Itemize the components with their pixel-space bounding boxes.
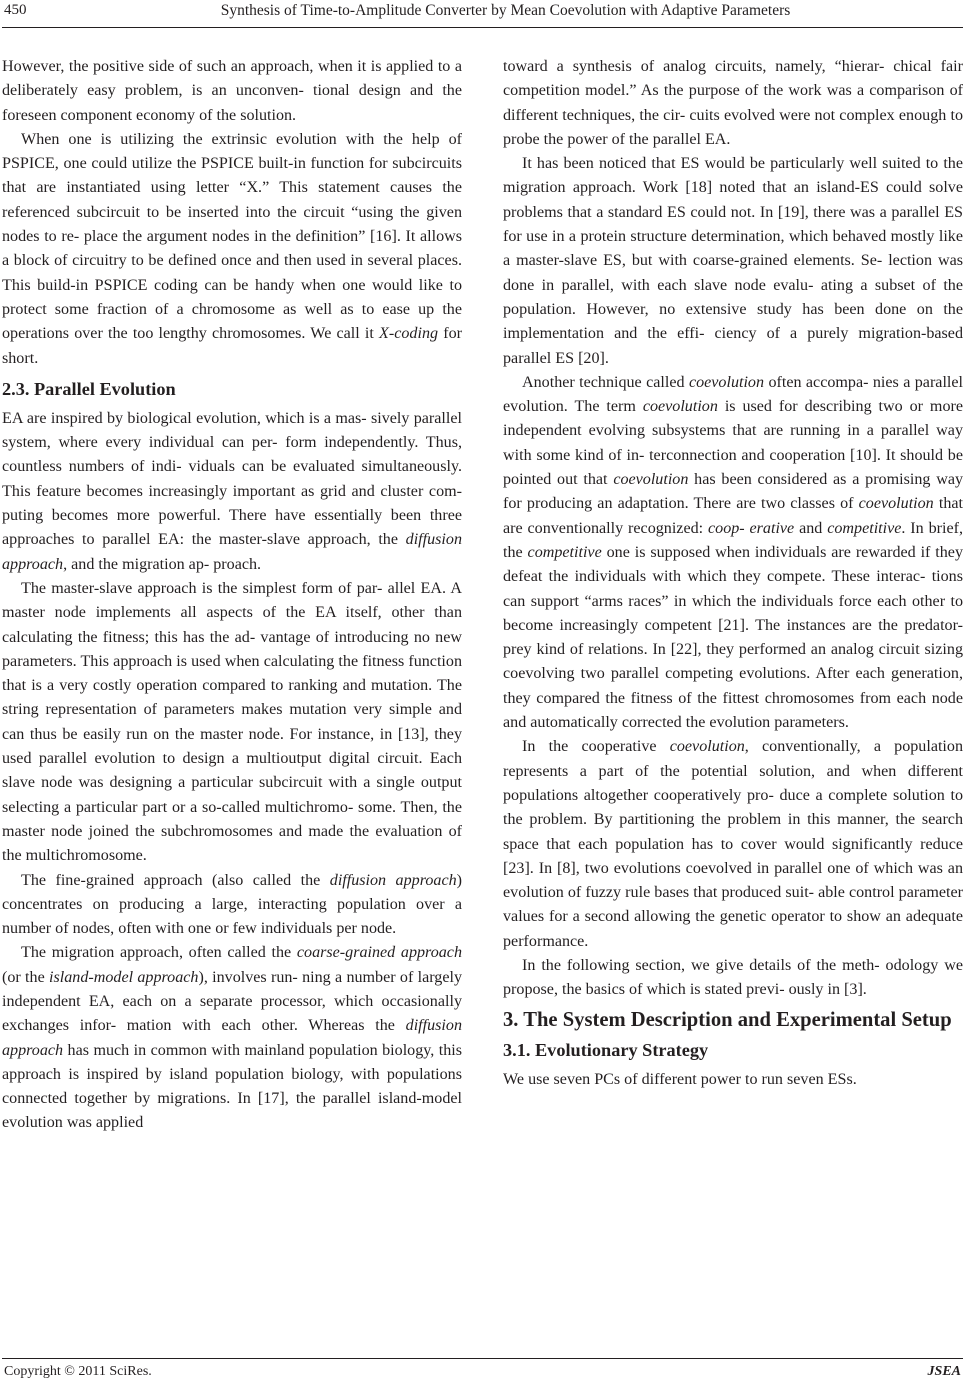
paragraph: toward a synthesis of analog circuits, namely, “hierar- chical fair competition model.” As the purpose of the work was a comparison of different techniques, the cir- cuits evolved were not complex enough to probe the power of the parallel EA. <box>503 58 963 148</box>
running-title: Synthesis of Time-to-Amplitude Converter by Mean Coevolution with Adaptive Parameters <box>220 2 791 19</box>
chapter-heading: 3. The System Description and Experimental Setup <box>503 1008 952 1031</box>
page-footer <box>0 1364 965 1384</box>
paragraph: The fine-grained approach (also called the diffusion approach) concentrates on producing a large, interacting population over a number of nodes, often with one or few individuals per node. <box>2 871 463 938</box>
paragraph: EA are inspired by biological evolution, which is a mas- sively parallel system, where every individual can per- form independently. Thus, countless numbers of indi- viduals can be evaluated simultaneously. This feature becomes increasingly important as grid and cluster com- puting becomes more powerful. There have essentially been three approaches to parallel EA: the master-slave approach, the diffusion approach, and the migration ap- proach. <box>2 409 462 573</box>
journal-name: JSEA <box>927 1364 961 1379</box>
paragraph: It has been noticed that ES would be particularly well suited to the migration approach. Work [18] noted that an island-ES could solve problems that a standard ES could not. In [19], there was a parallel ES for use in a protein structure determination, which behaved mostly like a master-slave ES, but with coarse-grained elements. Se- lection was done in parallel, with each slave node evalu- ating a subset of the population. However, no extensive study has been done on the implementation and the effi- ciency of a purely migration-based parallel ES [20]. <box>503 155 963 367</box>
copyright-notice: Copyright © 2011 SciRes. <box>4 1364 152 1379</box>
paragraph: In the following section, we give details of the meth- odology we propose, the basics of which is stated previ- ously in [3]. <box>503 956 963 999</box>
section-heading: 3.1. Evolutionary Strategy <box>503 1039 709 1060</box>
paragraph: We use seven PCs of different power to run seven ESs. <box>503 1070 857 1088</box>
running-header <box>0 0 965 26</box>
section-heading: 2.3. Parallel Evolution <box>2 378 176 399</box>
page-number: 450 <box>4 2 27 18</box>
paragraph: However, the positive side of such an approach, when it is applied to a deliberately easy problem, is an unconven- tional design and the foreseen component economy of the solution. <box>2 58 462 124</box>
paragraph: Another technique called coevolution often accompa- nies a parallel evolution. The term coevolution is used for describing two or more independent evolving subsystems that are running in a parallel way with some kind of in- terconnection and cooperation [10]. It should be pointed out that coevolution has been considered as a promising way for producing an adaptation. There are two classes of coevolution that are conventionally recognized: coop- erative and competitive. In brief, the competitive one is supposed when individuals are rewarded if they defeat the individuals with which they compete. These interac- tions can support “arms races” in which the individuals force each other to become increasingly competent [21]. The instances are the predator-prey kind of relations. In [22], they performed an analog circuit sizing coevolving two parallel competing evolutions. After each generation, they compared the fitness of the fittest chromosomes from each node and automatically corrected the evolution parameters. <box>503 373 964 732</box>
header-rule <box>2 27 963 28</box>
paragraph: The master-slave approach is the simplest form of par- allel EA. A master node implements all aspects of the EA itself, other than calculating the fitness; this has the ad- vantage of introducing no new parameters. This approach is used when calculating the fitness function that is a very costly operation compared to ranking and mutation. The string representation of parameters makes mutation very simple and can thus be easily run on the master node. For instance, in [13], they used parallel evolution to design a multioutput digital circuit. Each slave node was designing a particular subcircuit with a single output selecting a particular part or a so-called multichromo- some. Then, the master node joined the subchromosomes and made the evaluation of the multichromosome. <box>2 579 462 865</box>
paragraph: When one is utilizing the extrinsic evolution with the help of PSPICE, one could utilize the PSPICE built-in function for subcircuits that are instantiated using letter “X.” This statement causes the referenced subcircuit to be inserted into the circuit “using the given nodes to re- place the argument nodes in the definition” [16]. It allows a block of circuitry to be defined once and then used in several places. This build-in PSPICE coding can be handy when one would like to protect some fraction of a chromosome as well as to ease up the operations over the too lengthy chromosomes. We call it X-coding for short. <box>2 130 462 367</box>
paragraph: In the cooperative coevolution, conventionally, a population represents a part of the potential solution, and when different populations altogether cooperatively pro- duce a complete solution to the problem. By partitioning the problem in this manner, the search space that each population has to cover would significantly reduce [23]. In [8], two evolutions coevolved in parallel one of which was an evolution of fuzzy rule bases that produced suit- able control parameter values for a second allowing the genetic operator to show an adequate performance. <box>503 738 964 950</box>
right-column <box>503 55 963 1092</box>
paragraph: The migration approach, often called the coarse-grained approach (or the island-model approach), involves run- ning a number of largely independent EA, each on a separate processor, which occasionally exchanges infor- mation with each other. Whereas the diffusion approach has much in common with mainland population biology, this approach is inspired by island population biology, with populations connected together by migrations. In [17], the parallel island-model evolution was applied <box>2 944 462 1132</box>
footer-rule <box>2 1358 963 1359</box>
left-column <box>2 55 462 1136</box>
